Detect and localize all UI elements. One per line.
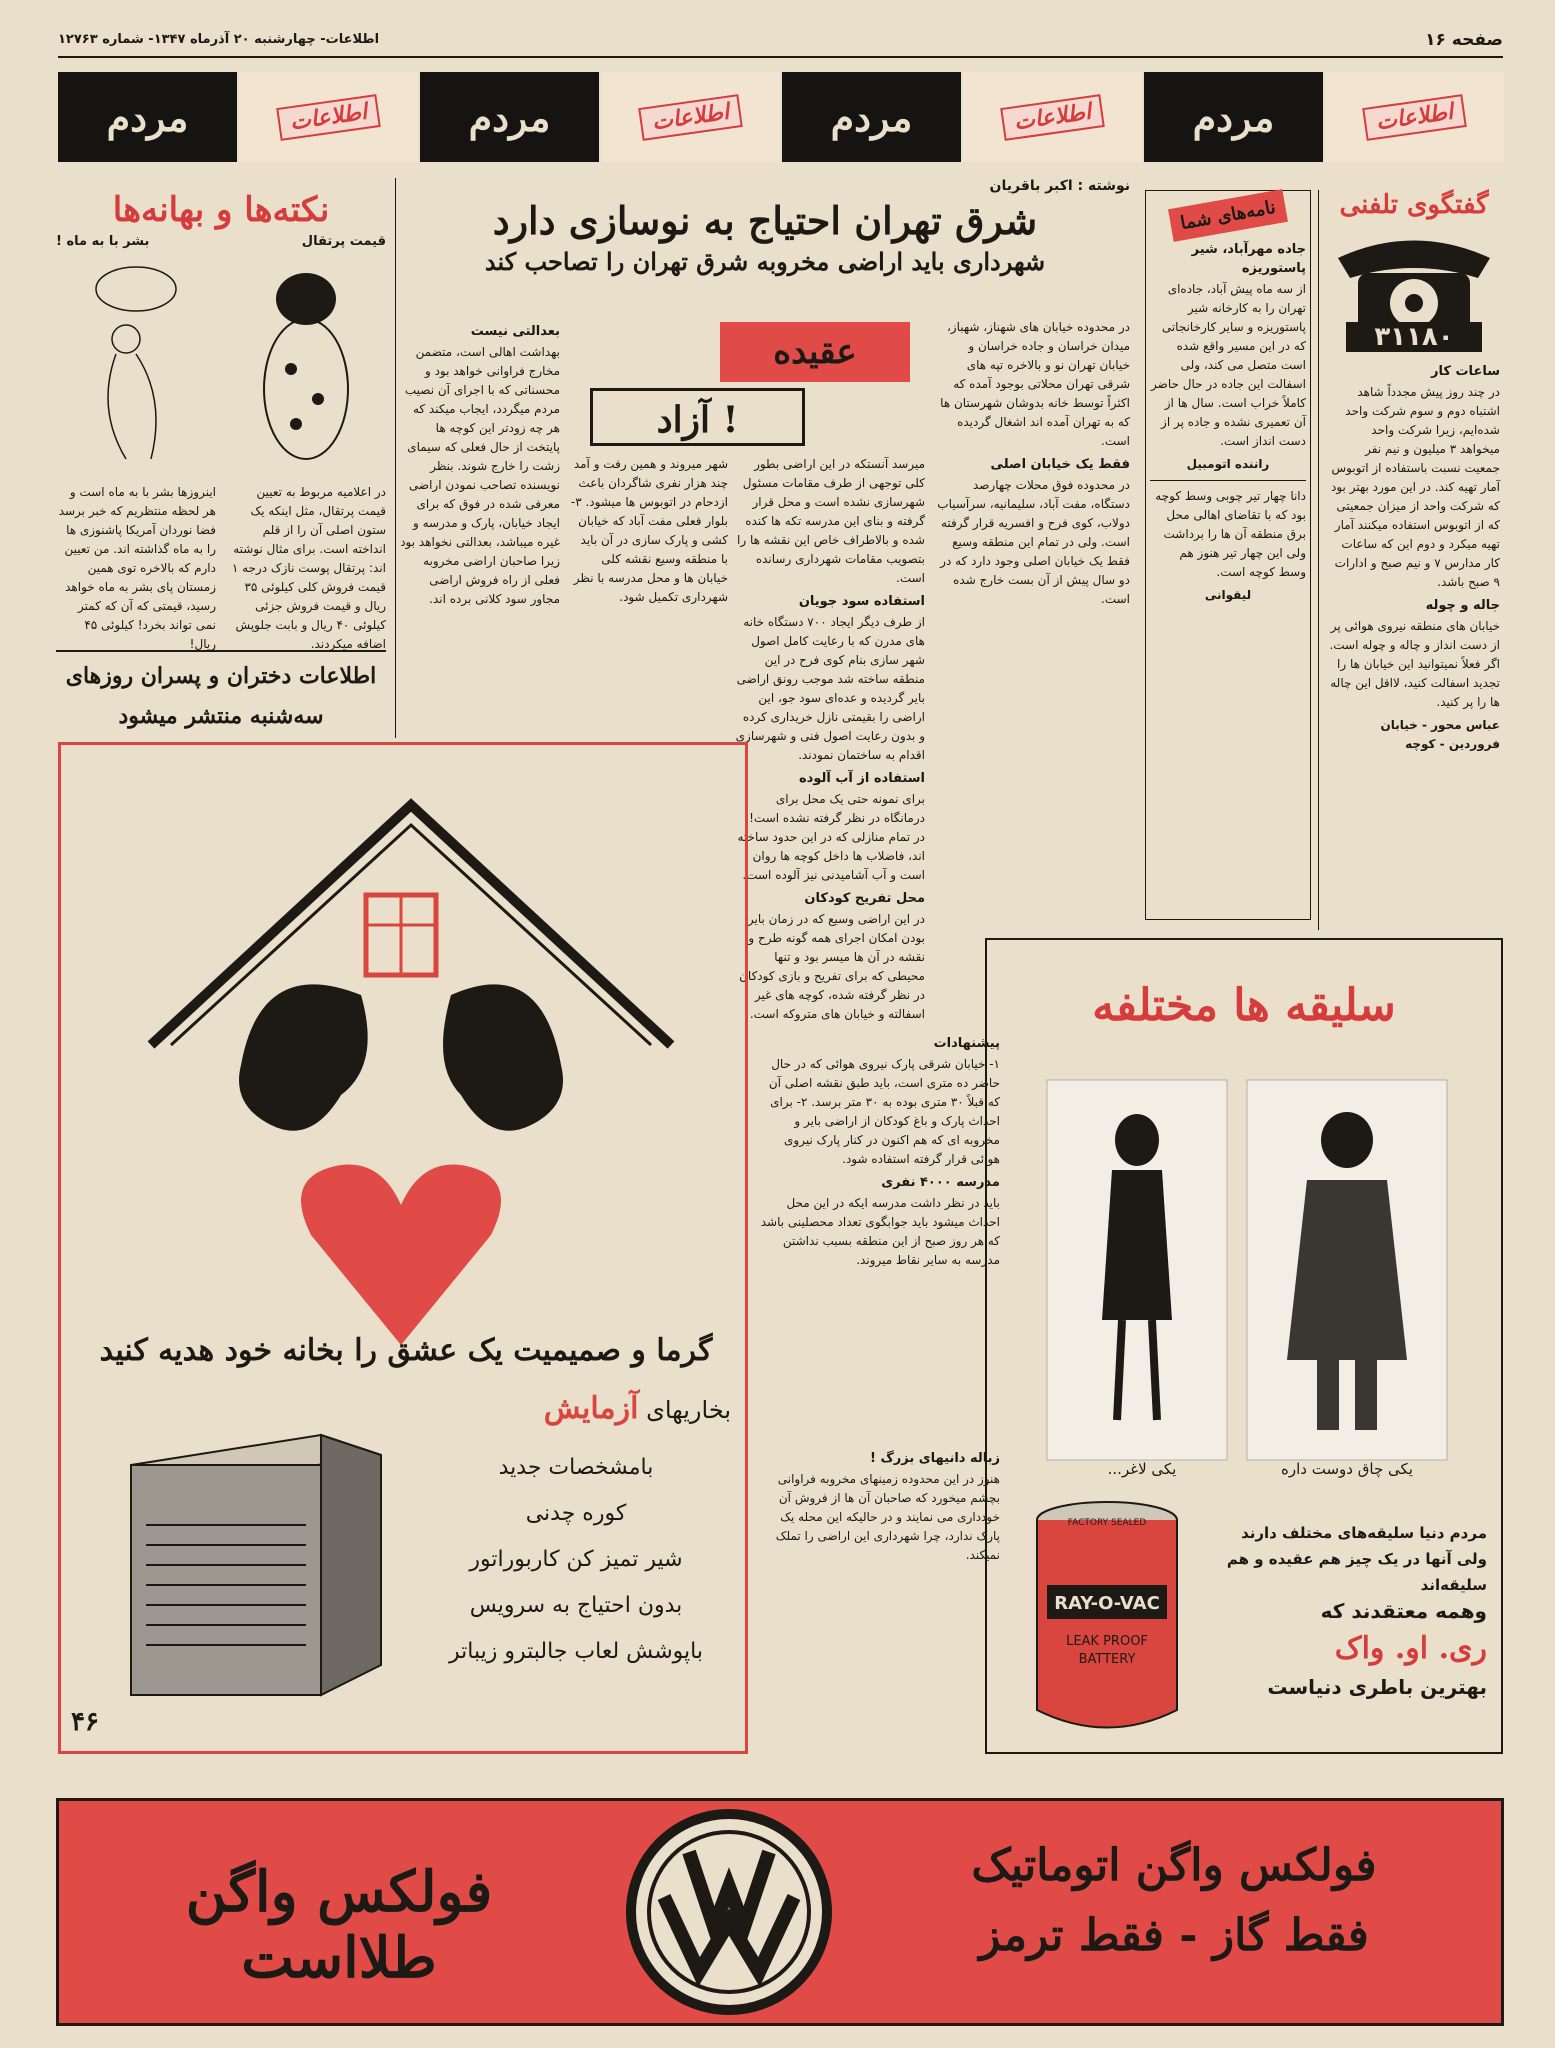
banner-logo: اطلاعات [1323,72,1504,162]
vw-right-text [879,1831,1469,1971]
battery-text-3: وهمه معتقدند که [1320,1599,1487,1623]
volkswagen-ad [56,1798,1504,2026]
heater-slogan: گرما و صمیمیت یک عشق را بخانه خود هدیه کنید [99,1333,713,1368]
article-col-3 [570,455,728,740]
article-p8: ۱- خیابان شرقی پارک نیروی هوائی که در حال حاضر ده متری است، باید طبق نقشه اصلی آن که قبلاً ۳۰ متری بوده به ۳۰ متر برسد. ۲- برای احداث پارک و باغ کودکان از اراضی بایر و مخروبه ای که هم اکنون در کنار پارک نیروی هوائی قرار گرفته استفاده شود. [768,1057,1000,1166]
article-p7: هنوز در این محدوده زمینهای مخروبه فراوانی بچشم میخورد که صاحبان آن ها از فروش آن خودداری می نمایند و در حالیکه این محله یک پارک ندارد، چرا شهرداری این اراضی را تملک نمیکند. [775,1472,1000,1562]
column-rule [395,178,396,738]
battery-ad [985,938,1503,1754]
article-p6: در این اراضی وسیع که در زمان بایر بودن امکان اجرای همه گونه طرح و نقشه در آن ها میسر بود و تنها محیطی که برای تفریح و بازی کودکان در نظر گرفته شده، کوچه های غیر اسفالته و خیابان های متروکه است. [739,912,925,1021]
vw-right-line1: فولکس واگن اتوماتیک [971,1840,1377,1891]
article-h1: فقط یک خیابان اصلی [990,457,1130,472]
vw-left-text: فولکس واگن طلااست [185,1859,493,1991]
article-p3: از طرف دیگر ایجاد ۷۰۰ دستگاه خانه های مدرن که با رعایت کامل اصول شهر سازی بنام کوی فرح در این منطقه ساخته شد موجب رونق اراضی بایر گردیده و عده‌ای سود جو، این اراضی را بقیمتی نازل خریداری کرده و بدون رعایت اصول فنی و شهرسازی اقدام به ساختمان نمودند. [735,615,925,762]
opinion-tag-black: آزاد ! [590,388,805,446]
article-p4: میرسد آنستکه در این اراضی بطور کلی توجهی از طرف مقامات مسئول شهرسازی نشده است و محل قرار گرفته و بنای این مدرسه تکه ها کنده شده و بالاطراف خاص این نقشه ها را بتصویب مقامات شهرداری رسانده است. [737,457,925,585]
article-p2: در محدوده فوق محلات چهارصد دستگاه، مفت آباد، سلیمانیه، سرآسیاب دولاب، کوی فرح و افسریه قرار گرفته است. ولی در تمام این منطقه وسیع فقط یک خیابان اصلی وجود دارد که در دو سال پیش از آن بست خارج شده است. [937,478,1130,606]
article-col-6 [760,1030,1000,1435]
battery-text-1: مردم دنیا سلیقه‌های مختلف دارند [1241,1524,1487,1542]
can-line1: LEAK PROOF [1066,1634,1148,1649]
heater-features [421,1445,731,1675]
kids-notice [56,650,386,746]
article-headline: شرق تهران احتیاج به نوسازی دارد [492,198,1038,243]
heater-ad [58,742,748,1754]
phone-column-title: گفتگوی تلفنی [1339,190,1489,220]
letter2-sign: لیقوانی [1204,588,1252,602]
article-byline: نوشته : اکبر باقریان [989,178,1130,194]
battery-text-4: بهترین باطری دنیاست [1267,1675,1487,1699]
column-rule [1318,190,1319,930]
jokes-p1: در اعلامیه مربوط به تعیین قیمت پرتقال، مثل اینکه یک ستون اصلی آن را از قلم انداخته است. برای مثال نوشته اند: پرتقال پوست نازک درجه ۱ قیمت فروش کلی کیلوئی ۳۵ ریال و قیمت فروش جزئی کیلوئی ۴۰ ریال و بابت جلوپش اضافه میکردند. [231,485,386,651]
letters-title: نامه‌های شما [1168,189,1288,242]
vw-right-line2: فقط گاز - فقط ترمز [979,1910,1369,1961]
letter1-sign: راننده اتومبیل [1186,457,1270,471]
kids-notice-line2: سه‌شنبه منتشر میشود [118,703,324,729]
main-article [400,178,1130,276]
heater-feature: باپوشش لعاب جالبترو زیباتر [449,1639,703,1664]
cartoon-caption-2: قیمت پرتقال [301,234,386,249]
heater-brand-prefix: بخاریهای [646,1396,731,1424]
banner-logo: اطلاعات [961,72,1142,162]
article-p11: بهداشت اهالی است، متضمن مخارج فراوانی خواهد بود و محسناتی که با اجرای آن نصیب مردم میگردد، ایجاب میکند که هر چه زودتر این کوچه ها پایتخت از حال فعلی که سیمای زشت را خارج شوند. بنظر نویسنده تصاحب نمودن اراضی معرفی شده در فوق که برای ایجاد خیابان، پارک و مدرسه و غیره میباشد، بعدالتی نخواهد بود زیرا صاحبان اراضی مخروبه فعلی از راه فروش اراضی مجاور سود کلانی برده اند. [400,345,560,606]
article-h8: بعدالتی نیست [470,324,560,339]
article-h5: زباله دانیهای بزرگ ! [870,1451,1000,1466]
letters-column [1145,190,1311,920]
battery-brand-fa: ری. او. واک [1334,1631,1487,1666]
banner-logo: اطلاعات [237,72,418,162]
article-col-1 [935,318,1130,763]
phone-s1-title: ساعات کار [1431,364,1500,379]
phone-s2-title: جاله و چوله [1425,598,1500,613]
two-women-photo [1047,1080,1447,1460]
battery-can-illustration [1007,1495,1207,1745]
battery-ad-text [1217,1520,1487,1700]
letter2-body: دانا چهار تیر چوبی وسط کوچه بود که با تقاضای اهالی محل برق منطقه آن ها را برداشت ولی این چهار تیر هنوز هم وسط کوچه است. [1155,489,1306,579]
article-p5: برای نمونه حتی یک محل برای درمانگاه در نظر گرفته نشده است! در تمام منازلی که در این حدود ساخته اند، فاضلاب ها داخل کوچه ها روان است و آب آشامیدنی نیز آلوده است. [737,792,925,882]
article-subhead: شهرداری باید اراضی مخروبه شرق تهران را تصاحب کند [484,247,1046,276]
can-line2: BATTERY [1078,1652,1136,1667]
banner-word: مردم [1142,72,1323,162]
battery-text-2: ولی آنها در یک چیز هم عقیده و هم سلیقه‌اند [1226,1550,1487,1594]
heater-brand-line [421,1391,731,1426]
heater-feature: شیر تمیز کن کاربوراتور [469,1547,683,1572]
banner-word: مردم [56,72,237,162]
heater-illustration [91,1405,391,1705]
can-top-text: FACTORY SEALED [1067,1518,1147,1528]
cartoon-caption-1: بشر با به ماه ! [56,234,150,249]
banner-word: مردم [418,72,599,162]
letter1-body: از سه ماه پیش آباد، جاده‌ای تهران را به کارخانه شیر پاستوریزه و سایر کارخانجاتی که در این مسیر واقع شده است متصل می کند، ولی اسفالت این جاده در حال حاضر کاملاً خراب است. سال ها از آن تعمیری نشده و جاده پر از دست انداز است. [1151,282,1306,448]
caption-fat: یکی چاق دوست داره [1281,1460,1413,1478]
article-h7: مدرسه ۴۰۰۰ نفری [881,1175,1000,1190]
banner-logo: اطلاعات [599,72,780,162]
article-col-4 [400,318,560,738]
phone-s2-body: خیابان های منطقه نیروی هوائی پر از دست انداز و چاله و چوله است. اگر فعلاً نمیتوانید این خیابان ها را تجدید اسفالت کنید، لااقل این چاله ها را پر کنید. [1329,619,1500,709]
article-p10: شهر میروند و همین رفت و آمد چند هزار نفری شاگردان باعث ازدحام در اتوبوس ها میشود. ۳- بلوار فعلی مفت آباد که خیابان کشی و پارک سازی در آن باید با منطقه وسیع نقشه کلی خیابان ها و محل مدرسه با نظر شهرداری تکمیل شود. [570,457,728,604]
telephone-illustration [1328,228,1500,358]
heater-feature: کوره چدنی [525,1501,627,1526]
phone-column [1328,190,1500,930]
phone-number: ۳۱۱۸۰ [1346,322,1482,352]
jokes-title: نکته‌ها و بهانه‌ها [112,190,330,230]
letter1-title: جاده مهرآباد، شیر پاستوریزه [1191,242,1306,276]
battery-ad-title: سلیقه ها مختلفه [1092,980,1396,1031]
article-p1: در محدوده خیابان های شهناز، شهباز، میدان خراسان و جاده خراسان و خیابان تهران نو و بالاخره تپه های شرقی تهران محلاتی بوجود آمده که اکثراً توسط خانه بدوشان شهرستان ها که به تهران آمده اند اشغال گردیده است. [940,320,1130,448]
section-banner [56,72,1504,162]
article-h2: استفاده سود جویان [798,594,925,609]
article-h4: محل تفریح کودکان [804,891,925,906]
phone-signature: عباس محور - خیابان فروردین - کوچه [1380,718,1500,751]
heater-feature: بامشخصات جدید [498,1455,654,1480]
page-header [58,28,1503,58]
heater-feature: بدون احتیاج به سرویس [469,1593,683,1618]
page-number: صفحه ۱۶ [1425,30,1503,50]
cartoon-illustration [56,249,386,479]
heater-brand: آزمایش [543,1391,639,1426]
article-p9: باید در نظر داشت مدرسه ایکه در این محل احداث میشود باید جوابگوی تعداد محصلینی باشد که هر روز صبح از این منطقه بسبب نداشتن مدرسه به سایر نقاط میروند. [760,1196,1000,1267]
article-h6: پیشنهادات [933,1036,1000,1051]
caption-thin: یکی لاغر... [1107,1460,1177,1478]
house-couple-illustration [61,765,745,1345]
heater-logo: ۴۶ [71,1707,99,1737]
article-col-5 [760,1445,1000,1780]
article-h3: استفاده از آب آلوده [798,771,925,786]
opinion-tag-red: عقیده [720,322,910,382]
can-brand: RAY-O-VAC [1054,1593,1160,1614]
jokes-p2: اینروزها بشر با به ماه است و هر لحظه منتظریم که خبر برسد فضا نوردان آمریکا پاشنوزی ها را به ماه گذاشته اند. من تعیین دارم که بالاخره توی همین زمستان پای بشر به ماه خواهد رسید، قیمتی که آن که کمتر نمی تواند بخرد! کیلوئی ۴۵ ریال! [58,485,216,651]
banner-word: مردم [780,72,961,162]
phone-s1-body: در چند روز پیش مجدداً شاهد اشتباه دوم و سوم شرکت واحد شده‌ایم، زیرا شرکت واحد میخواهد ۳ میلیون و نیم نفر جمعیت نسبت باستفاده از اتوبوس آمار تهیه کند. در این مورد بهتر بود که شرکت واحد از میزان جمعیتی که از اتوبوس استفاده میکنند آمار تهیه میکرد و دوم این که ساعات کار مدارس ۷ و نیم صبح و ادارات ۹ صبح باشد. [1331,385,1500,589]
vw-logo-icon [624,1807,834,2017]
issue-date-line: اطلاعات- چهارشنبه ۲۰ آذرماه ۱۳۴۷- شماره ۱۲۷۶۳ [58,32,380,47]
kids-notice-line1: اطلاعات دختران و پسران روزهای [65,663,377,689]
